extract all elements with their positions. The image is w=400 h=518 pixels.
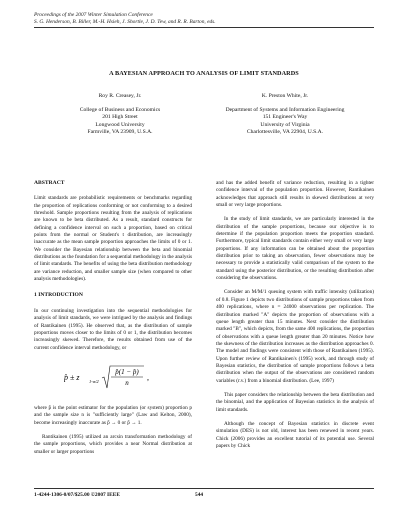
formula-comma: , [147,372,149,382]
intro-paragraph-3: Rantikainen (1995) utilized an arcsin transformation methodology of the sample proportions, which provides a near Normal distribution at smaller or larger proportions [34,433,192,455]
section-heading-introduction: 1 INTRODUCTION [34,292,83,299]
formula-denominator: n [125,378,129,387]
affiliation-line: Department of Systems and Information Engineering [225,107,345,114]
right-paragraph-4: This paper considers the relationship between the beta distribution and the binomial, and the application of Bayesian statistics in the analysis of limit standards. [216,391,374,413]
right-paragraph-3: Consider an M/M/1 queuing system with traffic intensity (utilization) of 0.8. Figure 1 depicts two distributions of sample proportions taken from 400 replications, where n = 24000 observations per replication. The distribution marked "A" depicts the proportion of observations with a queue length greater than 15 minutes. Next consider the distribution marked "B", which depicts, from the same 400 replications, the proportion of observations with a queue length greater than 20 minutes. Notice how the skewness of the distribution increases as the distribution approaches 0. The model and findings were consistent with those of Rantikainen (1995). Upon further review of Rantikainen's (1995) work, and through study of Bayesian statistics, the distribution of sample proportions follows a beta distribution when the output of the observations are considered random variables (r.v.) from a binomial distribution. (Lee, 1997) [216,289,374,384]
proceedings-header [34,12,374,26]
right-paragraph-2: In the study of limit standards, we are particularly interested in the distribution of the sample proportions, because our objective is to determine if the population proportion meets the proportion standard. Furthermore, typical limit standards contain either very small or very large proportions. If any information can be obtained about the proportion distribution prior to taking an observation, fewer observations may be necessary to provide a statistically valid comparison of the system to the standard using the posterior distribution, or the resulting distribution after considering the observations. [216,216,374,282]
copyright-footer: 1-4244-1306-0/07/$25.00 ©2007 IEEE [34,492,120,498]
left-column [34,180,192,463]
header-line-1: Proceedings of the 2007 Winter Simulation Conference [34,12,153,18]
right-column [216,180,374,457]
intro-paragraph-1: In our continuing investigation into the sequential methodologies for analysis of limit standards, we were intrigued by the analysis and findings of Rantikainen (1995). He observed that, as the distribution of sample proportions moves closer to the limits of 0 or 1, the distribution becomes increasingly skewed. Therefore, the results obtained from use of the current confidence interval methodology, or [34,307,192,351]
author-block-2 [205,93,365,136]
author-name: Roy R. Creasey, Jr. [98,93,142,99]
confidence-interval-formula [34,359,192,399]
affiliation-line: College of Business and Economics [79,107,161,114]
right-paragraph-5: Although the concept of Bayesian statistics in discrete event simulation (DES) is not old, interest has been renewed in recent years. Chick (2006) provides an excellent tutorial of its potential use. Several papers by Chick [216,420,374,449]
formula-subscript: 1-α/2 [89,378,99,384]
affiliation-line: Farmville, VA 23909, U.S.A. [87,128,153,135]
author-block-1 [40,93,200,136]
paper-title: A BAYESIAN APPROACH TO ANALYSIS OF LIMIT STANDARDS [109,70,299,77]
right-paragraph-1: and has the added benefit of variance reduction, resulting in a tighter confidence interval of the population proportion. However, Rantikainen acknowledges that approach still results in skewed distributions at very small or very large proportions. [216,180,374,209]
abstract-heading: ABSTRACT [34,180,65,186]
formula-lhs: p̂ ± z [64,372,80,382]
header-line-2: S. G. Henderson, B. Biller, M.-H. Hsieh, J. Shortle, J. D. Tew, and R. R. Barton, eds. [34,19,216,25]
formula-graphic [64,359,164,395]
formula-numerator: p̂(1 − p̂) [115,367,139,376]
header-rule [34,27,374,28]
author-name: K. Preston White, Jr. [261,93,309,99]
page-number: 544 [195,492,204,498]
affiliation-line: 201 High Street [102,114,138,121]
affiliation-line: University of Virginia [260,121,310,128]
abstract-text: Limit standards are probabilistic requirements or benchmarks regarding the proportion of replications conforming or not conforming to a desired threshold. Sample proportions resulting from the analysis of replications are known to be beta distributed. As a result, standard constructs for defining a confidence interval on such a proportion, based on critical points from the normal or Student's t distribution, are increasingly inaccurate as the mean sample proportion approaches the limits of 0 or 1. We consider the Bayesian relationship between the beta and binomial distributions as the foundation for a sequential methodology in the analysis of limit standards. The benefits of using the beta distribution methodology are variance reduction, and smaller sample size (when compared to other analysis methodologies). [34,195,192,283]
affiliation-line: 151 Engineer's Way [262,114,308,121]
affiliation-line: Charlottesville, VA 22904, U.S.A. [246,128,324,135]
footer-rule [34,488,374,489]
intro-paragraph-2: where p̂ is the point estimator for the population (or system) proportion p and the sample size n is "sufficiently large" (Law and Kelton, 2000), become increasingly inaccurate as p̂ → 0 or p̂ → 1. [34,404,192,426]
affiliation-line: Longwood University [95,121,145,128]
